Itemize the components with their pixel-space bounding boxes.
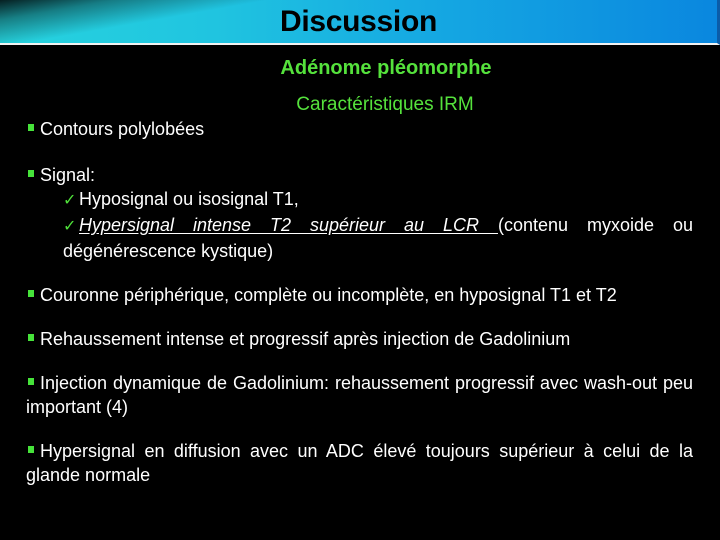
- checkmark-icon: ✓: [63, 192, 77, 209]
- sublist-item-text: (contenu myxoide ou dégénérescence kystique): [63, 215, 693, 261]
- slide-title: Discussion: [279, 5, 438, 38]
- list-item-text: Contours polylobées: [40, 119, 205, 139]
- list-item-diffusion: [26, 439, 693, 487]
- list-item-text: Couronne périphérique, complète ou incomplète, en hyposignal T1 et T2: [40, 285, 617, 305]
- sublist-item-text: Hyposignal ou isosignal T1,: [79, 189, 299, 209]
- list-item-text: Rehaussement intense et progressif après injection de Gadolinium: [40, 329, 571, 349]
- square-bullet-icon: [28, 378, 34, 385]
- square-bullet-icon: [28, 124, 34, 131]
- signal-sublist: [26, 187, 693, 263]
- list-item-text: Signal:: [40, 165, 96, 185]
- square-bullet-icon: [28, 334, 34, 341]
- square-bullet-icon: [28, 290, 34, 297]
- checkmark-icon: ✓: [63, 218, 77, 235]
- sublist-item: [63, 213, 693, 263]
- bullet-list: [26, 117, 693, 487]
- square-bullet-icon: [28, 446, 34, 453]
- list-item-text: Hypersignal en diffusion avec un ADC élevé toujours supérieur à celui de la glande normale: [26, 441, 693, 485]
- title-banner: [0, 0, 720, 45]
- square-bullet-icon: [28, 170, 34, 177]
- list-item-contours: [26, 117, 693, 141]
- list-item-rehaussement: [26, 327, 693, 351]
- slide-subtitle: Adénome pléomorphe: [280, 57, 492, 79]
- list-item-signal: [26, 163, 693, 263]
- section-heading: Caractéristiques IRM: [296, 94, 474, 115]
- list-item-couronne: [26, 283, 693, 307]
- list-item-injection: [26, 371, 693, 419]
- emphasized-text: Hypersignal intense T2 supérieur au LCR: [79, 215, 498, 235]
- list-item-text: Injection dynamique de Gadolinium: rehaussement progressif avec wash-out peu important (4): [26, 373, 693, 417]
- sublist-item: [63, 187, 693, 213]
